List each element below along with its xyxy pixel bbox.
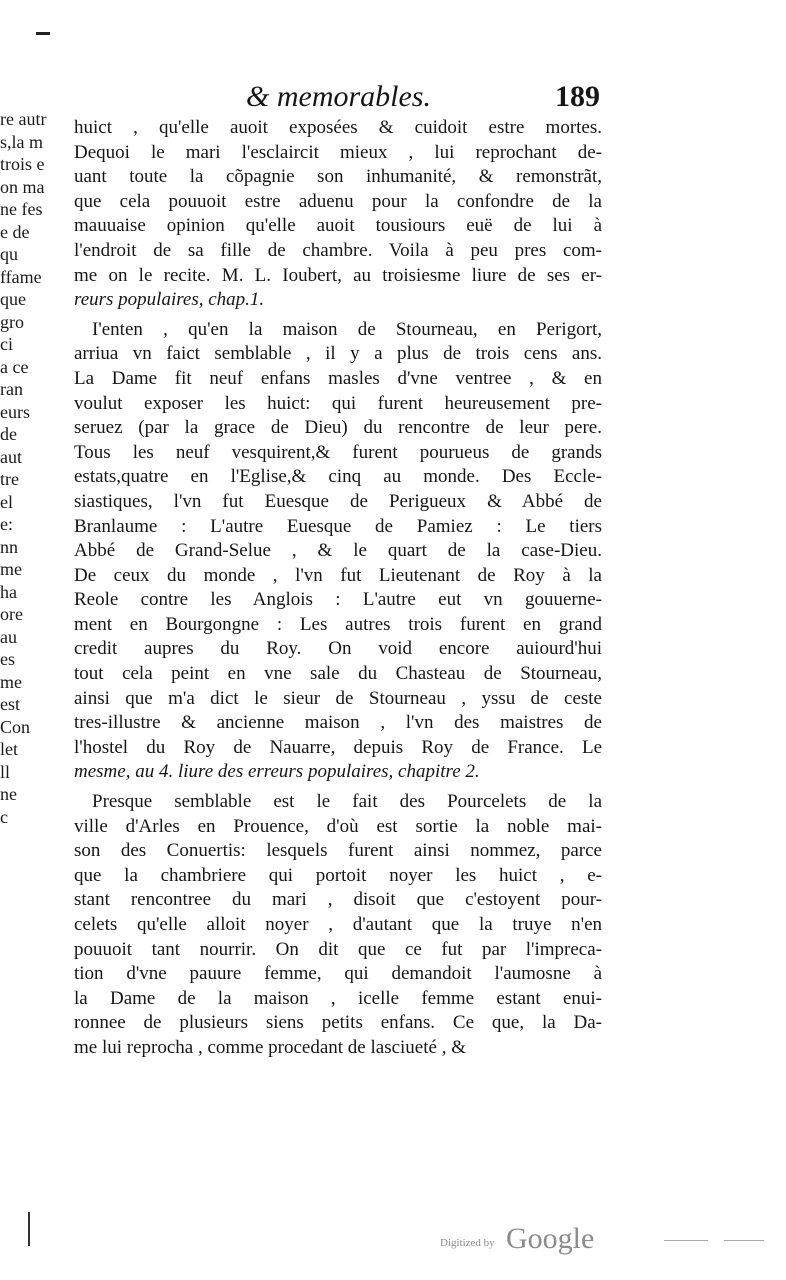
margin-fragment: ci [0, 334, 13, 354]
text-line: Dequoi le mari l'esclaircit mieux , lui reprochant de- [74, 141, 602, 163]
bottom-rule [724, 1240, 764, 1241]
text-line: celets qu'elle alloit noyer , d'autant que la truye n'en [74, 914, 602, 935]
text-line: son des Conuertis: lesquels furent ainsi nommez, parce [74, 840, 602, 862]
text-line: voulut exposer les huict: qui furent heureusement pre- [74, 392, 602, 414]
facing-page-margin [0, 108, 47, 828]
text-line: siastiques, l'vn fut Euesque de Perigueux & Abbé de [74, 490, 602, 512]
margin-fragment: nn [0, 536, 18, 557]
margin-fragment: que [0, 289, 26, 309]
text-line: Abbé de Grand-Selue , & le quart de la case-Dieu. [74, 540, 602, 562]
text-line: Reole contre les Anglois : L'autre eut vn gouuerne- [74, 589, 602, 611]
text-line: mesme, au 4. liure des erreurs populaires, chapitre 2. [74, 761, 480, 783]
text-line: ainsi que m'a dict le sieur de Stourneau , yssu de ceste [74, 687, 602, 709]
text-line: tion d'vne pauure femme, qui demandoit l'aumosne à [74, 963, 602, 985]
text-line: tout cela peint en vne sale du Chasteau de Stourneau, [74, 663, 602, 685]
bottom-rule [664, 1240, 708, 1241]
text-line: me on le recite. M. L. Ioubert, au troisiesme liure de ses er- [74, 264, 602, 286]
margin-fragment: ne [0, 784, 17, 804]
text-line: credit aupres du Roy. On void encore auiourd'hui [74, 638, 602, 660]
text-line: huict , qu'elle auoit exposées & cuidoit estre mortes. [74, 117, 602, 138]
margin-fragment: Con [0, 716, 31, 737]
text-line: l'endroit de sa fille de chambre. Voila à peu pres com- [74, 239, 602, 261]
margin-fragment: es [0, 649, 15, 669]
margin-fragment: let [0, 739, 18, 759]
scan-edge-mark [28, 1212, 30, 1246]
margin-fragment: tre [0, 469, 19, 489]
text-line: ronnee de plusieurs siens petits enfans. Ce que, la Da- [74, 1012, 602, 1034]
text-line: uant toute la cõpagnie son inhumanité, & remonstrãt, [74, 166, 602, 188]
google-logo: Google [506, 1222, 595, 1255]
text-line: reurs populaires, chap.1. [74, 289, 265, 311]
margin-fragment: gro [0, 311, 24, 332]
margin-fragment: e: [0, 514, 13, 534]
running-head: & memorables. [246, 80, 431, 113]
text-line: mauuaise opinion qu'elle auoit tousiours euë de lui à [74, 215, 602, 237]
margin-fragment: a ce [0, 356, 29, 377]
text-line: Branlaume : L'autre Euesque de Pamiez : Le tiers [74, 515, 602, 537]
text-line: I'enten , qu'en la maison de Stourneau, en Perigort, [92, 318, 602, 340]
margin-fragment: ll [0, 761, 11, 782]
text-line: Tous les neuf vesquirent,& furent pourueus de grands [74, 441, 602, 463]
text-line: tres-illustre & ancienne maison , l'vn des maistres de [74, 712, 602, 734]
text-line: estats,quatre en l'Eglise,& cinq au monde. Des Eccle- [74, 466, 602, 488]
text-line: pouuoit tant nourrir. On dit que ce fut par l'impreca- [74, 938, 602, 960]
margin-fragment: re autr [0, 109, 47, 129]
paragraph [74, 116, 602, 313]
text-line: De ceux du monde , l'vn fut Lieutenant de Roy à la [74, 564, 602, 586]
text-line: me lui reprocha , comme procedant de lasciueté , & [74, 1036, 466, 1058]
paragraph [74, 790, 602, 1061]
paragraph [74, 318, 602, 785]
text-line: ville d'Arles en Prouence, d'où est sortie la noble mai- [74, 815, 602, 837]
margin-fragment: c [0, 806, 8, 827]
body-text [74, 116, 602, 1066]
text-line: seruez (par la grace de Dieu) du rencontre de leur pere. [74, 417, 602, 439]
margin-fragment: qu [0, 244, 18, 264]
watermark-digitized-label: Digitized by [440, 1237, 495, 1249]
text-line: que la chambriere qui portoit noyer les huict , e- [74, 864, 602, 886]
text-line: l'hostel du Roy de Nauarre, depuis Roy de France. Le [74, 736, 602, 758]
text-line: Presque semblable est le fait des Pourcelets de la [92, 791, 602, 813]
margin-fragment: me [0, 559, 22, 579]
margin-fragment: ne fes [0, 199, 43, 219]
text-line: arriua vn faict semblable , il y a plus de trois cens ans. [74, 343, 602, 365]
text-line: ment en Bourgongne : Les autres trois furent en grand [74, 613, 602, 635]
margin-fragment: ran [0, 379, 23, 399]
margin-fragment: aut [0, 446, 22, 467]
margin-fragment: el [0, 491, 13, 512]
page-header [238, 80, 604, 120]
margin-fragment: e de [0, 221, 30, 242]
margin-fragment: s,la m [0, 131, 43, 152]
text-line: La Dame fit neuf enfans masles d'vne ventree , & en [74, 367, 602, 389]
text-line: que cela pouuoit estre aduenu pour la confondre de la [74, 190, 602, 212]
text-line: stant rencontree du mari , disoit que c'estoyent pour- [74, 889, 602, 911]
margin-fragment: ore [0, 604, 23, 624]
margin-fragment: on ma [0, 176, 45, 197]
digitized-by-google-watermark [440, 1220, 640, 1260]
margin-fragment: ffame [0, 266, 42, 287]
text-line: la Dame de la maison , icelle femme estant enui- [74, 987, 602, 1009]
margin-fragment: est [0, 694, 20, 714]
margin-fragment: trois e [0, 154, 45, 174]
page-number: 189 [555, 80, 600, 113]
margin-fragment: de [0, 424, 17, 444]
margin-fragment: au [0, 626, 17, 647]
scan-edge-mark [36, 32, 50, 35]
margin-fragment: me [0, 671, 22, 692]
margin-fragment: eurs [0, 401, 30, 422]
margin-fragment: ha [0, 581, 17, 602]
